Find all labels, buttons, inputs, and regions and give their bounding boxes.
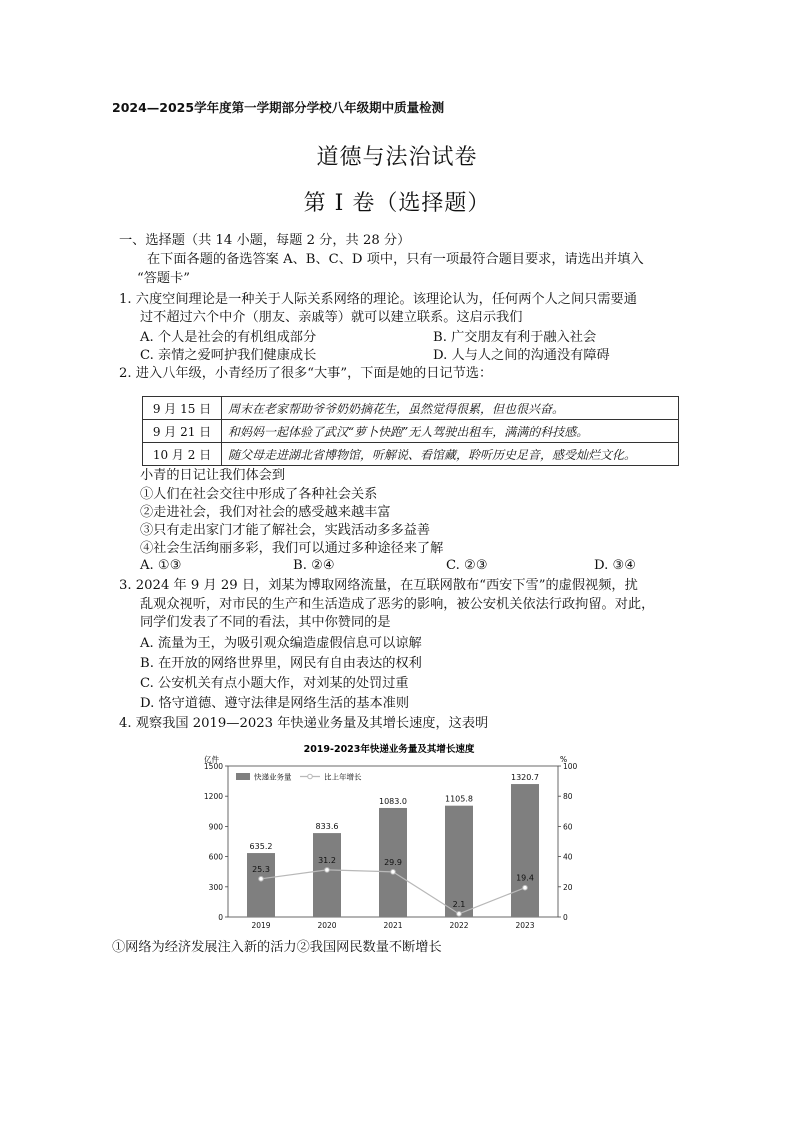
- q1-option-a: A. 个人是社会的有机组成部分: [140, 330, 317, 345]
- legend-line-marker: [308, 774, 313, 779]
- legend-bar-swatch: [236, 773, 250, 780]
- section-instruction-cont: “答题卡”: [137, 271, 191, 286]
- q4-stem: 4. 观察我国 2019—2023 年快递业务量及其增长速度，这表明: [119, 716, 489, 731]
- x-tick-label: 2019: [251, 921, 271, 930]
- q2-option-b: B. ②④: [293, 558, 335, 573]
- bar-value-label: 1105.8: [445, 794, 473, 804]
- q3-stem-cont-2: 同学们发表了不同的看法，其中你赞同的是: [140, 615, 391, 630]
- q3-stem-cont-1: 乱观众视听，对市民的生产和生活造成了恶劣的影响，被公安机关依法行政拘留。对此，: [140, 597, 655, 612]
- q2-stem: 2. 进入八年级，小青经历了很多“大事”，下面是她的日记节选：: [119, 366, 493, 381]
- y-left-tick-label: 1200: [203, 792, 223, 802]
- exam-header: 2024—2025学年度第一学期部分学校八年级期中质量检测: [112, 100, 445, 115]
- q4-item-line: ①网络为经济发展注入新的活力②我国网民数量不断增长: [112, 940, 442, 955]
- q2-item-3: ③只有走出家门才能了解社会，实践活动多多益善: [140, 523, 431, 538]
- chart-legend: [236, 772, 362, 782]
- bar-value-label: 1320.7: [511, 773, 539, 783]
- diary-content: 随父母走进湖北省博物馆，听解说、看馆藏，聆听历史足音，感受灿烂文化。: [222, 443, 679, 466]
- legend-bar-label: 快递业务量: [254, 772, 292, 782]
- y-right-tick-label: 100: [563, 762, 578, 771]
- diary-date: 10 月 2 日: [143, 443, 222, 466]
- q2-item-4: ④社会生活绚丽多彩，我们可以通过多种途径来了解: [140, 541, 444, 556]
- section-instruction: 在下面各题的备选答案 A、B、C、D 项中，只有一项最符合题目要求，请选出并填入: [147, 252, 644, 267]
- growth-point: [325, 868, 330, 873]
- q1-option-d: D. 人与人之间的沟通没有障碍: [433, 348, 610, 363]
- y-left-tick-label: 0: [218, 913, 223, 922]
- bar: [247, 853, 275, 917]
- growth-value-label: 2.1: [452, 899, 466, 909]
- y-left-tick-label: 900: [208, 822, 223, 832]
- x-tick-label: 2022: [449, 921, 469, 930]
- y-right-tick-label: 0: [563, 913, 568, 922]
- q1-stem-cont: 过不超过六个中介（朋友、亲戚等）就可以建立联系。这启示我们: [140, 310, 523, 325]
- express-delivery-chart: [196, 738, 582, 934]
- growth-value-label: 19.4: [516, 873, 534, 883]
- q2-option-a: A. ①③: [140, 558, 182, 573]
- q3-option-c: C. 公安机关有点小题大作，对刘某的处罚过重: [140, 676, 409, 691]
- growth-point: [391, 870, 396, 875]
- q2-item-2: ②走进社会，我们对社会的感受越来越丰富: [140, 505, 391, 520]
- diary-content: 周末在老家帮助爷爷奶奶摘花生，虽然觉得很累，但也很兴奋。: [222, 397, 679, 420]
- growth-point: [523, 885, 528, 890]
- diary-date: 9 月 15 日: [143, 397, 222, 420]
- diary-table: [142, 396, 679, 466]
- q3-stem: 3. 2024 年 9 月 29 日，刘某为博取网络流量，在互联网散布“西安下雪”的虚假视频，扰: [119, 578, 638, 593]
- bar: [511, 784, 539, 917]
- exam-title: 道德与法治试卷: [316, 145, 478, 170]
- bar: [313, 833, 341, 917]
- y-axis-right-label: %: [560, 755, 568, 764]
- q2-option-c: C. ②③: [446, 558, 488, 573]
- bar-value-label: 833.6: [315, 822, 339, 832]
- diary-date: 9 月 21 日: [143, 420, 222, 443]
- y-left-tick-label: 600: [208, 852, 223, 862]
- section-heading: 一、选择题（共 14 小题，每题 2 分，共 28 分）: [119, 233, 411, 248]
- exam-subtitle: 第 I 卷（选择题）: [303, 191, 491, 216]
- q3-option-a: A. 流量为王，为吸引观众编造虚假信息可以谅解: [140, 636, 422, 651]
- q1-option-c: C. 亲情之爱呵护我们健康成长: [140, 348, 317, 363]
- q2-option-d: D. ③④: [594, 558, 637, 573]
- x-tick-label: 2023: [515, 921, 535, 930]
- growth-point: [259, 876, 264, 881]
- x-tick-label: 2020: [317, 921, 337, 930]
- table-row: [143, 420, 679, 443]
- q2-lead: 小青的日记让我们体会到: [140, 468, 286, 483]
- legend-line-label: 比上年增长: [324, 772, 362, 782]
- x-tick-label: 2021: [383, 921, 403, 930]
- bar-value-label: 635.2: [249, 842, 273, 852]
- growth-point: [457, 912, 462, 917]
- y-right-tick-label: 40: [563, 852, 573, 862]
- y-right-tick-label: 60: [563, 822, 573, 832]
- q3-option-d: D. 恪守道德、遵守法律是网络生活的基本准则: [140, 696, 410, 711]
- diary-content: 和妈妈一起体验了武汉“萝卜快跑”无人驾驶出租车，满满的科技感。: [222, 420, 679, 443]
- y-right-tick-label: 80: [563, 792, 573, 802]
- q1-option-b: B. 广交朋友有利于融入社会: [433, 330, 597, 345]
- table-row: [143, 443, 679, 466]
- q3-option-b: B. 在开放的网络世界里，网民有自由表达的权利: [140, 656, 422, 671]
- y-axis-left-label: 亿件: [204, 755, 219, 764]
- growth-value-label: 31.2: [318, 855, 336, 865]
- y-right-tick-label: 20: [563, 882, 573, 892]
- q2-item-1: ①人们在社会交往中形成了各种社会关系: [140, 487, 378, 502]
- chart-title: 2019-2023年快递业务量及其增长速度: [303, 744, 475, 755]
- y-left-tick-label: 1500: [203, 762, 223, 771]
- bar-value-label: 1083.0: [379, 796, 407, 806]
- table-row: [143, 397, 679, 420]
- y-left-tick-label: 300: [208, 882, 223, 892]
- growth-value-label: 25.3: [252, 864, 270, 874]
- q1-stem: 1. 六度空间理论是一种关于人际关系网络的理论。该理论认为，任何两个人之间只需要通: [119, 292, 637, 307]
- growth-value-label: 29.9: [384, 857, 402, 867]
